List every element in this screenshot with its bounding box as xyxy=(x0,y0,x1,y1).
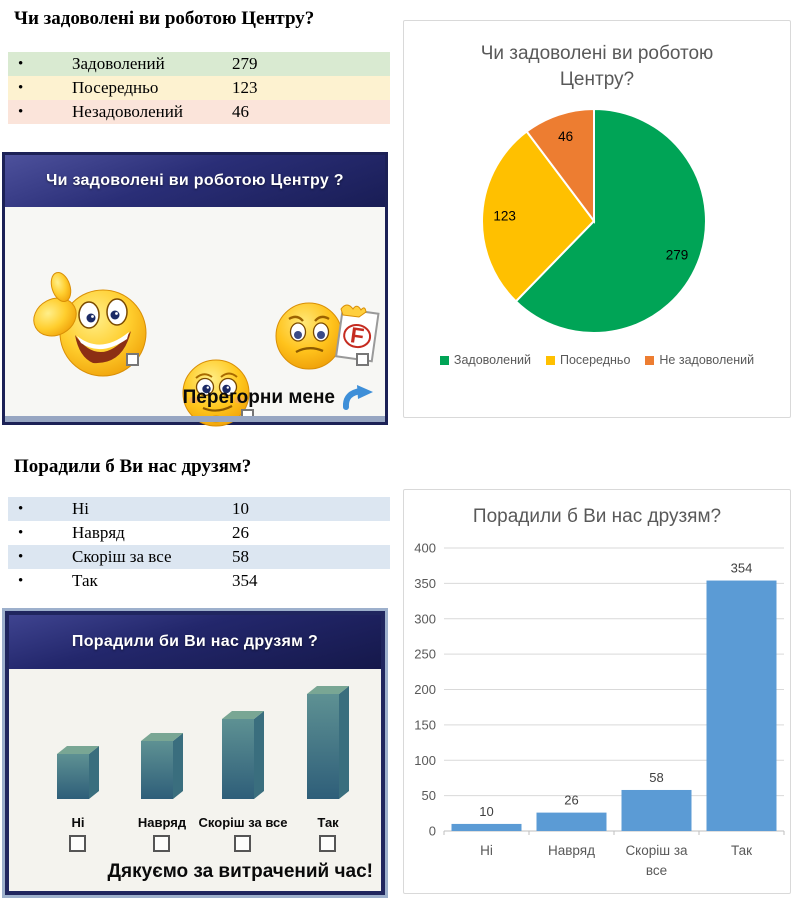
column-label: Ні xyxy=(71,815,85,830)
row-value: 123 xyxy=(232,78,258,97)
legend-swatch xyxy=(440,356,449,365)
pie-data-label: 46 xyxy=(558,129,574,144)
bar xyxy=(707,581,777,831)
photo2-title: Порадили би Ви нас друзям ? xyxy=(71,633,319,650)
row-bullet: • xyxy=(18,524,24,541)
table-row xyxy=(8,569,390,593)
row-label: Навряд xyxy=(72,523,125,542)
table-row xyxy=(8,52,390,76)
row-bullet: • xyxy=(18,103,24,120)
table-row xyxy=(8,497,390,521)
x-axis-label: Навряд xyxy=(548,843,595,858)
satisfaction-table xyxy=(8,52,390,124)
column-checkbox xyxy=(319,835,336,852)
row-bullet: • xyxy=(18,572,24,589)
pie-data-label: 123 xyxy=(493,208,516,224)
column-front-face xyxy=(307,694,339,799)
column-side-face xyxy=(89,746,99,799)
survey-card-photo-satisfaction[interactable] xyxy=(2,152,388,425)
y-axis-label: 50 xyxy=(421,788,436,804)
column-label: Скоріш за все xyxy=(198,815,288,830)
row-value: 10 xyxy=(232,499,249,518)
column-front-face xyxy=(141,741,173,799)
thanks-label: Дякуємо за витрачений час! xyxy=(107,861,373,882)
svg-text:F: F xyxy=(348,322,366,349)
pie-chart-card[interactable] xyxy=(403,20,791,418)
bar-value-label: 26 xyxy=(564,792,579,808)
photo1-bottom-strip xyxy=(5,416,385,422)
pie-data-label: 279 xyxy=(665,247,689,263)
y-axis-label: 150 xyxy=(414,717,436,733)
x-axis-label: Скоріш за все xyxy=(625,843,688,878)
recommend-table xyxy=(8,497,390,593)
legend-label: Не задоволений xyxy=(659,353,755,367)
legend-label: Задоволений xyxy=(453,353,531,367)
row-bullet: • xyxy=(18,548,24,565)
survey-card-photo-recommend[interactable] xyxy=(2,608,388,898)
table-row xyxy=(8,100,390,124)
photo1-title: Чи задоволені ви роботою Центру ? xyxy=(46,172,344,189)
legend-swatch xyxy=(645,356,654,365)
photo1-checkbox-sad xyxy=(356,353,369,366)
x-axis-label: Так xyxy=(730,843,753,858)
bar-value-label: 354 xyxy=(730,560,753,576)
legend-item xyxy=(440,353,531,367)
flip-me-row xyxy=(183,385,375,411)
columns-3d-graphic xyxy=(9,671,381,811)
column-checkbox xyxy=(234,835,251,852)
flip-arrow-icon xyxy=(343,385,375,411)
x-axis-label: Ні xyxy=(480,843,493,858)
legend-item xyxy=(546,353,630,367)
row-label: Ні xyxy=(72,499,89,518)
row-value: 279 xyxy=(232,54,258,73)
row-value: 26 xyxy=(232,523,249,542)
pie-chart-legend xyxy=(404,353,790,367)
bar xyxy=(537,813,607,831)
bar-value-label: 58 xyxy=(649,769,664,785)
bar xyxy=(622,790,692,831)
column-label: Навряд xyxy=(137,815,187,830)
section1-heading: Чи задоволені ви роботою Центру? xyxy=(14,8,315,29)
y-axis-label: 100 xyxy=(414,752,436,768)
row-label: Скоріш за все xyxy=(72,547,172,566)
pie-chart-title: Чи задоволені ви роботою Центру? xyxy=(480,43,714,90)
photo2-header-band xyxy=(9,615,381,669)
column-checkbox xyxy=(69,835,86,852)
row-label: Незадоволений xyxy=(72,102,183,121)
row-bullet: • xyxy=(18,500,24,517)
column-label: Так xyxy=(317,815,339,830)
row-bullet: • xyxy=(18,79,24,96)
y-axis-label: 350 xyxy=(414,575,436,591)
y-axis-label: 0 xyxy=(428,823,436,839)
column-side-face xyxy=(173,733,183,799)
column-side-face xyxy=(339,686,349,799)
column-side-face xyxy=(254,711,264,799)
column-front-face xyxy=(57,754,89,799)
table-row xyxy=(8,521,390,545)
bar-chart-card[interactable] xyxy=(403,489,791,894)
column-front-face xyxy=(222,719,254,799)
row-label: Так xyxy=(72,571,98,590)
photo1-body xyxy=(5,207,385,415)
row-value: 354 xyxy=(232,571,258,590)
photo2-inner xyxy=(9,615,381,891)
row-value: 46 xyxy=(232,102,249,121)
legend-swatch xyxy=(546,356,555,365)
y-axis-label: 300 xyxy=(414,611,436,627)
section2-heading: Порадили б Ви нас друзям? xyxy=(14,456,252,477)
bar xyxy=(452,824,522,831)
pie-chart xyxy=(404,95,792,347)
flip-me-label: Перегорни мене xyxy=(182,387,335,408)
y-axis-label: 400 xyxy=(414,540,436,556)
legend-item xyxy=(645,353,754,367)
bar-chart xyxy=(404,530,792,892)
photo1-checkbox-happy xyxy=(126,353,139,366)
row-label: Задоволений xyxy=(72,54,165,73)
photo1-header-band xyxy=(5,155,385,207)
bar-chart-title: Порадили б Ви нас друзям? xyxy=(472,506,722,527)
row-label: Посередньо xyxy=(72,78,159,97)
bar-value-label: 10 xyxy=(479,803,494,819)
table-row xyxy=(8,76,390,100)
y-axis-label: 250 xyxy=(414,646,436,662)
legend-label: Посередньо xyxy=(559,353,631,367)
row-value: 58 xyxy=(232,547,249,566)
y-axis-label: 200 xyxy=(414,682,436,697)
row-bullet: • xyxy=(18,55,24,72)
table-row xyxy=(8,545,390,569)
column-checkbox xyxy=(153,835,170,852)
